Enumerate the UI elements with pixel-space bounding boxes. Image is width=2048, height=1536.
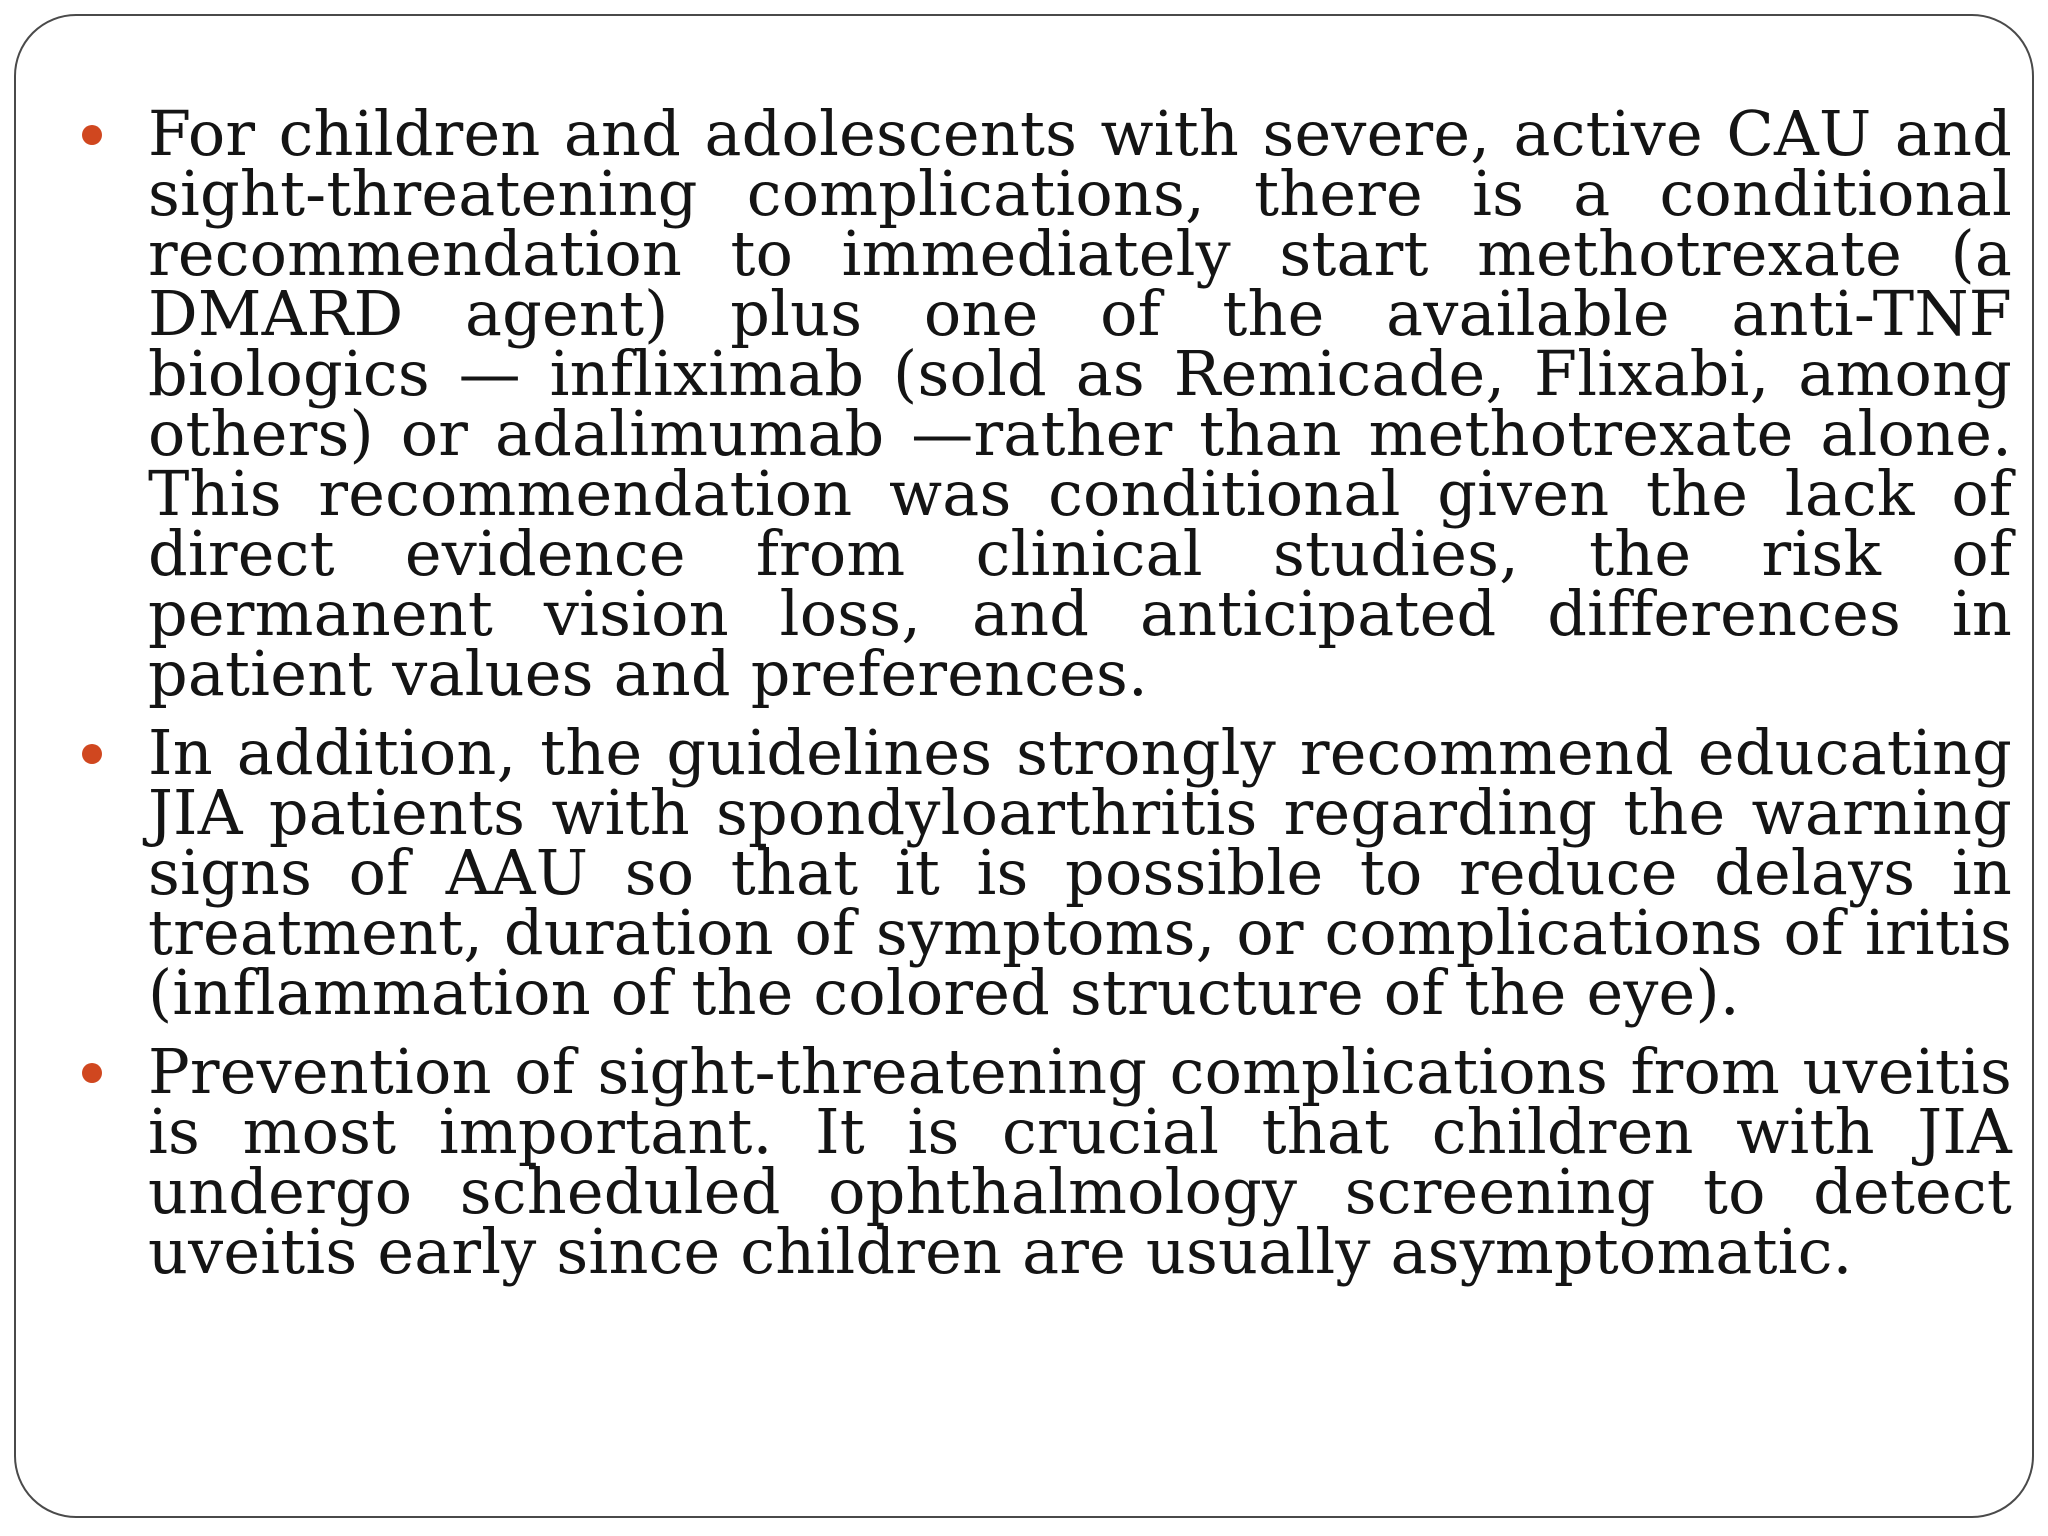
bullet-item-1 xyxy=(76,97,2012,710)
bullet-item-2 xyxy=(76,716,2012,1029)
bullet-dot-icon xyxy=(82,1063,102,1083)
bullet-item-3 xyxy=(76,1035,2012,1288)
bullet-text-2: In addition, the guidelines strongly recommend educating JIA patients with spondyloarthritis regarding the warning signs of AAU so that it is possible to reduce delays in treatment, duration of symptoms, or complications of iritis (inflammation of the colored structure of the eye). xyxy=(148,716,2012,1029)
bullet-dot-icon xyxy=(82,744,102,764)
bullet-list xyxy=(76,97,2012,1301)
slide-frame xyxy=(14,14,2034,1518)
bullet-dot-icon xyxy=(82,125,102,145)
bullet-text-1: For children and adolescents with severe, active CAU and sight-threatening complications, there is a conditional recommendation to immediately start methotrexate (a DMARD agent) plus one of the available anti-TNF biologics — infliximab (sold as Remicade, Flixabi, among others) or adalimumab —rather than methotrexate alone. This recommendation was conditional given the lack of direct evidence from clinical studies, the risk of permanent vision loss, and anticipated differences in patient values and preferences. xyxy=(148,97,2012,710)
bullet-text-3: Prevention of sight-threatening complications from uveitis is most important. It is crucial that children with JIA undergo scheduled ophthalmology screening to detect uveitis early since children are usually asymptomatic. xyxy=(148,1035,2012,1288)
